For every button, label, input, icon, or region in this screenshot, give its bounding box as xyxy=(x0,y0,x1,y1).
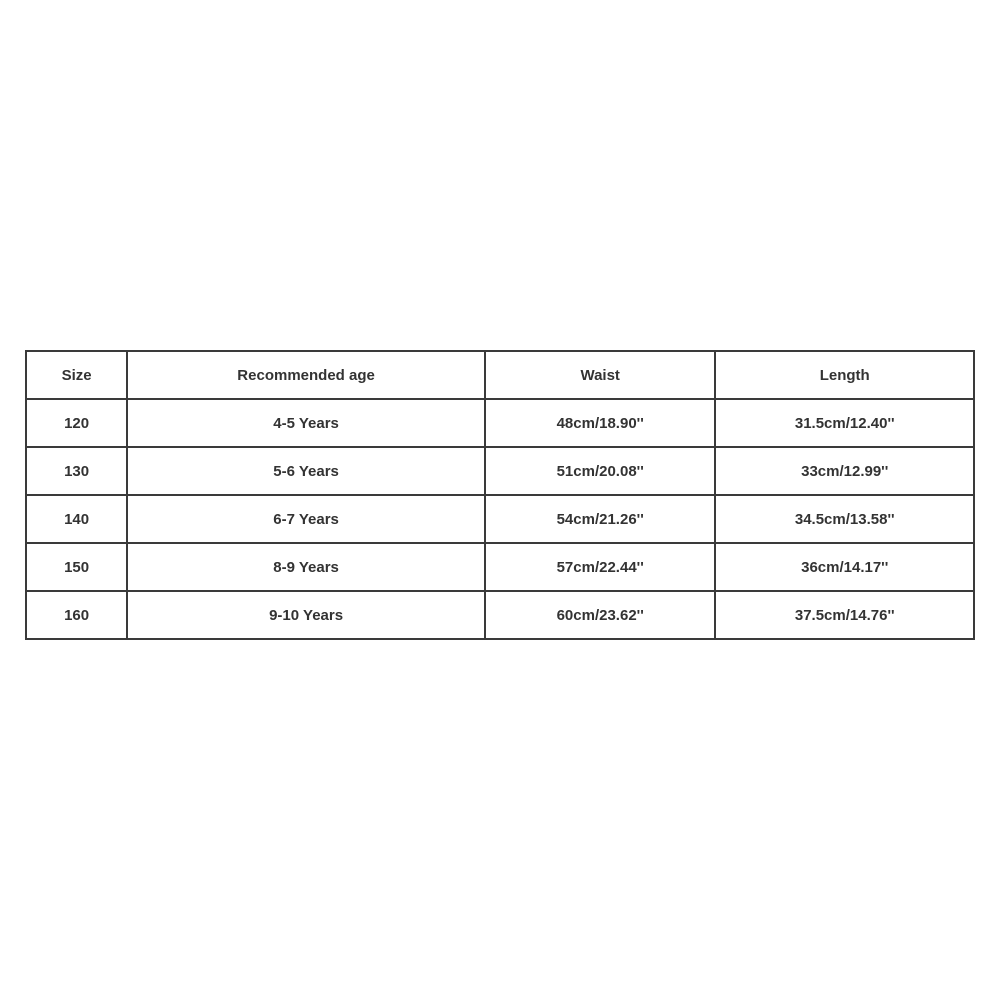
size-chart-table xyxy=(25,350,975,640)
cell-recommended-age: 8-9 Years xyxy=(127,543,485,591)
header-length: Length xyxy=(715,351,974,399)
table-row xyxy=(26,495,974,543)
table-row xyxy=(26,591,974,639)
cell-waist: 54cm/21.26'' xyxy=(485,495,715,543)
cell-size: 130 xyxy=(26,447,127,495)
cell-recommended-age: 9-10 Years xyxy=(127,591,485,639)
header-size: Size xyxy=(26,351,127,399)
table-row xyxy=(26,447,974,495)
cell-waist: 60cm/23.62'' xyxy=(485,591,715,639)
cell-waist: 51cm/20.08'' xyxy=(485,447,715,495)
header-waist: Waist xyxy=(485,351,715,399)
header-row xyxy=(26,351,974,399)
cell-length: 34.5cm/13.58'' xyxy=(715,495,974,543)
cell-length: 36cm/14.17'' xyxy=(715,543,974,591)
table-body xyxy=(26,399,974,639)
cell-waist: 48cm/18.90'' xyxy=(485,399,715,447)
cell-size: 140 xyxy=(26,495,127,543)
cell-recommended-age: 5-6 Years xyxy=(127,447,485,495)
cell-length: 37.5cm/14.76'' xyxy=(715,591,974,639)
cell-size: 120 xyxy=(26,399,127,447)
cell-waist: 57cm/22.44'' xyxy=(485,543,715,591)
cell-recommended-age: 6-7 Years xyxy=(127,495,485,543)
header-recommended-age: Recommended age xyxy=(127,351,485,399)
table-header xyxy=(26,351,974,399)
table-row xyxy=(26,543,974,591)
cell-recommended-age: 4-5 Years xyxy=(127,399,485,447)
table-row xyxy=(26,399,974,447)
cell-length: 33cm/12.99'' xyxy=(715,447,974,495)
cell-length: 31.5cm/12.40'' xyxy=(715,399,974,447)
cell-size: 150 xyxy=(26,543,127,591)
cell-size: 160 xyxy=(26,591,127,639)
